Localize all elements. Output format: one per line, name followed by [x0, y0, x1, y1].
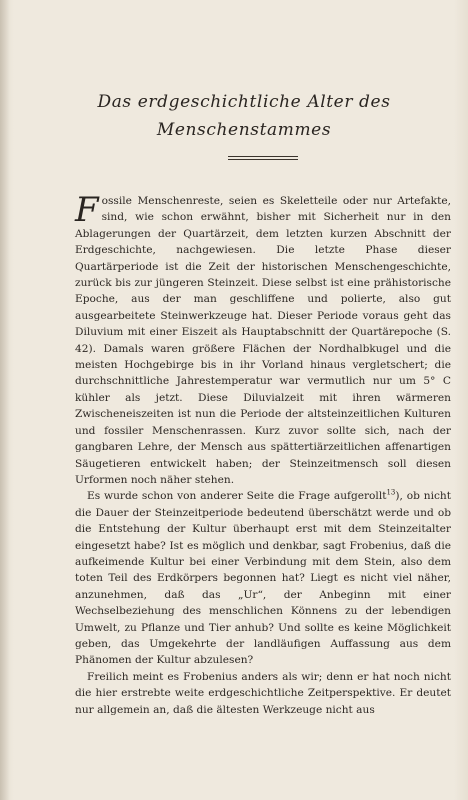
- paragraph-3: [75, 669, 451, 718]
- chapter-title: Das erdgeschichtliche Alter des Menschenstammes: [97, 92, 391, 140]
- drop-cap: F: [75, 190, 99, 230]
- paragraph-1: [75, 190, 451, 488]
- footnote-ref[interactable]: 13: [386, 488, 396, 497]
- paragraph-2-text-b: ), ob nicht die Dauer der Steinzeitperiode bedeutend überschätzt werde und ob die Entstehung der Kultur überhaupt erst mit dem Steinzeitalter eingesetzt habe? Ist es möglich und denkbar, sagt Frobenius, daß die aufkeimende Kultur bei einer Verbindung mit dem Stein, also dem toten Teil des Erdkörpers begonnen hat? Liegt es nicht viel näher, anzunehmen, daß das „Ur“, der Anbeginn mit einer Wechselbeziehung des menschlichen Könnens zu der lebendigen Umwelt, zu Pflanze und Tier anhub? Und sollte es keine Möglichkeit geben, das Umgekehrte der landläufigen Auffassung aus dem Phänomen der Kultur abzulesen?: [75, 490, 451, 667]
- paragraph-1-text: ossile Menschenreste, seien es Skeletteile oder nur Artefakte, sind, wie schon erwähnt, bisher mit Sicherheit nur in den Ablagerungen der Quartärzeit, dem letzten kurzen Abschnitt der Erdgeschichte, nachgewiesen. Die letzte Phase dieser Quartärperiode ist die Zeit der historischen Menschengeschichte, zurück bis zur jüngeren Steinzeit. Diese selbst ist eine prähistorische Epoche, aus der man geschliffene und polierte, also gut ausgearbeitete Steinwerkzeuge hat. Dieser Periode voraus geht das Diluvium mit einer Eiszeit als Hauptabschnitt der Quartärepoche (S. 42). Damals waren größere Flächen der Nordhalbkugel und die meisten Hochgebirge bis in ihr Vorland hinaus vergletschert; die durchschnittliche Jahrestemperatur war vermutlich nur um 5° C kühler als jetzt. Diese Diluvialzeit mit ihren wärmeren Zwischeneiszeiten ist nun die Periode der altsteinzeitlichen Kulturen und fossiler Menschenrassen. Kurz zuvor sollte sich, nach der gangbaren Lehre, der Mensch aus spättertiärzeitlichen affenartigen Säugetieren entwickelt haben; der Steinzeitmensch soll diesen Urformen noch näher stehen.: [75, 195, 451, 486]
- title-divider: [228, 156, 298, 160]
- spine-shadow: [0, 0, 10, 800]
- paragraph-2: [75, 488, 451, 668]
- paragraph-2-text-a: Es wurde schon von anderer Seite die Frage aufgerollt: [87, 490, 387, 503]
- paragraph-3-text: Freilich meint es Frobenius anders als wir; denn er hat noch nicht die hier erstrebte weite erdgeschichtliche Zeitperspektive. Er deutet nur allgemein an, daß die ältesten Werkzeuge nicht aus: [75, 670, 451, 716]
- body-text: [75, 190, 451, 718]
